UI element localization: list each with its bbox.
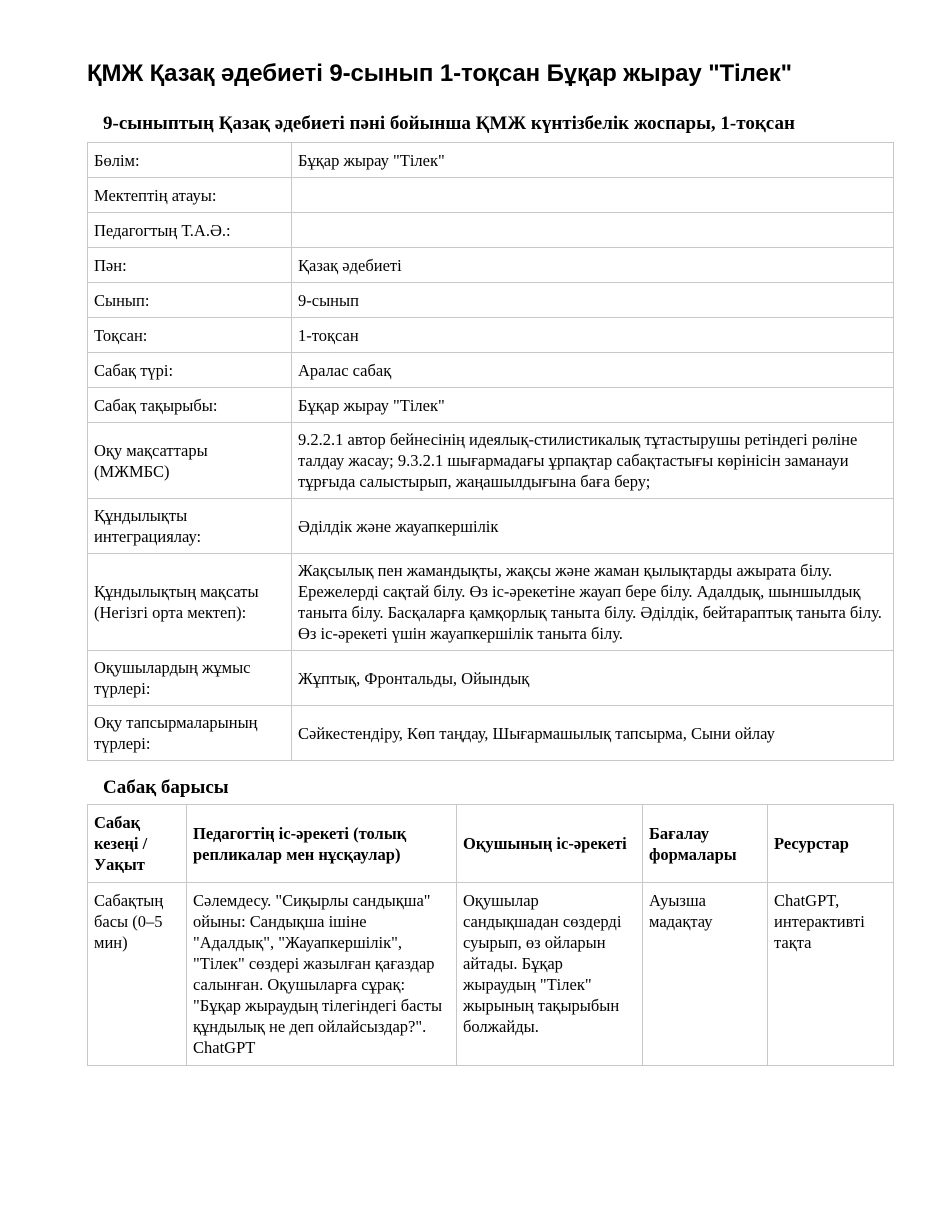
info-row-lesson-topic bbox=[88, 388, 894, 423]
info-label: Құндылықты интеграциялау: bbox=[88, 499, 292, 554]
info-label: Оқу мақсаттары (МЖМБС) bbox=[88, 423, 292, 499]
info-value bbox=[292, 178, 894, 213]
header-assessment: Бағалау формалары bbox=[643, 805, 768, 883]
header-student-activity: Оқушының іс-әрекеті bbox=[457, 805, 643, 883]
header-teacher-activity: Педагогтің іс-әрекеті (толық репликалар мен нұсқаулар) bbox=[187, 805, 457, 883]
info-row-teacher bbox=[88, 213, 894, 248]
info-value bbox=[292, 213, 894, 248]
lesson-info-table bbox=[87, 142, 894, 761]
header-resources: Ресурстар bbox=[768, 805, 894, 883]
info-value: Бұқар жырау "Тілек" bbox=[292, 388, 894, 423]
lesson-header-row bbox=[88, 805, 894, 883]
lesson-stage-cell: Сабақтың басы (0–5 мин) bbox=[88, 883, 187, 1066]
info-value: 9.2.2.1 автор бейнесінің идеялық-стилистикалық тұтастырушы ретіндегі рөліне талдау жасау; 9.3.2.1 шығармадағы ұрпақтар сабақтастығы көрінісін заманауи тұрғыда салыстырып, жаңашылдығына баға беру; bbox=[292, 423, 894, 499]
teacher-activity-cell: Сәлемдесу. "Сиқырлы сандықша" ойыны: Сандықша ішіне "Адалдық", "Жауапкершілік", "Тілек" сөздері жазылған қағаздар салынған. Оқушыларға сұрақ: "Бұқар жыраудың тілегіндегі басты құндылық не деп ойлайсыздар?". ChatGPT bbox=[187, 883, 457, 1066]
info-value: Жақсылық пен жамандықты, жақсы және жаман қылықтарды ажырата білу. Ережелерді сақтай білу. Өз іс-әрекетіне жауап бере білу. Адалдық, шыншылдық таныта білу. Басқаларға қамқорлық таныта білу. Әділдік, бейтараптық таныта білу. Өз іс-әрекеті үшін жауапкершілік таныта білу. bbox=[292, 554, 894, 651]
info-row-grade bbox=[88, 283, 894, 318]
lesson-row bbox=[88, 883, 894, 1066]
student-activity-cell: Оқушылар сандықшадан сөздерді суырып, өз ойларын айтады. Бұқар жыраудың "Тілек" жырының тақырыбын болжайды. bbox=[457, 883, 643, 1066]
info-row-section bbox=[88, 143, 894, 178]
info-row-value-goal bbox=[88, 554, 894, 651]
info-value: 9-сынып bbox=[292, 283, 894, 318]
info-row-quarter bbox=[88, 318, 894, 353]
info-label: Пән: bbox=[88, 248, 292, 283]
info-label: Сынып: bbox=[88, 283, 292, 318]
resources-cell: ChatGPT, интерактивті тақта bbox=[768, 883, 894, 1066]
info-row-work-forms bbox=[88, 651, 894, 706]
info-value: Сәйкестендіру, Көп таңдау, Шығармашылық тапсырма, Сыни ойлау bbox=[292, 706, 894, 761]
info-value: Бұқар жырау "Тілек" bbox=[292, 143, 894, 178]
info-value: Қазақ әдебиеті bbox=[292, 248, 894, 283]
header-stage-time: Сабақ кезеңі / Уақыт bbox=[88, 805, 187, 883]
info-label: Оқу тапсырмаларының түрлері: bbox=[88, 706, 292, 761]
info-label: Мектептің атауы: bbox=[88, 178, 292, 213]
info-row-value-integration bbox=[88, 499, 894, 554]
info-row-learning-objectives bbox=[88, 423, 894, 499]
info-value: 1-тоқсан bbox=[292, 318, 894, 353]
info-value: Жұптық, Фронтальды, Ойындық bbox=[292, 651, 894, 706]
lesson-progress-heading: Сабақ барысы bbox=[103, 777, 229, 798]
info-row-subject bbox=[88, 248, 894, 283]
info-row-school bbox=[88, 178, 894, 213]
lesson-progress-table bbox=[87, 804, 894, 1066]
document-title: ҚМЖ Қазақ әдебиеті 9-сынып 1-тоқсан Бұқар жырау "Тілек" bbox=[87, 60, 792, 87]
document-page bbox=[87, 58, 893, 1066]
info-label: Бөлім: bbox=[88, 143, 292, 178]
info-label: Сабақ тақырыбы: bbox=[88, 388, 292, 423]
plan-heading: 9-сыныптың Қазақ әдебиеті пәні бойынша ҚМЖ күнтізбелік жоспары, 1-тоқсан bbox=[103, 113, 795, 134]
info-row-lesson-type bbox=[88, 353, 894, 388]
info-label: Оқушылардың жұмыс түрлері: bbox=[88, 651, 292, 706]
info-row-task-types bbox=[88, 706, 894, 761]
assessment-cell: Ауызша мадақтау bbox=[643, 883, 768, 1066]
info-value: Әділдік және жауапкершілік bbox=[292, 499, 894, 554]
info-label: Педагогтың Т.А.Ә.: bbox=[88, 213, 292, 248]
info-label: Тоқсан: bbox=[88, 318, 292, 353]
info-value: Аралас сабақ bbox=[292, 353, 894, 388]
info-label: Сабақ түрі: bbox=[88, 353, 292, 388]
info-label: Құндылықтың мақсаты (Негізгі орта мектеп): bbox=[88, 554, 292, 651]
